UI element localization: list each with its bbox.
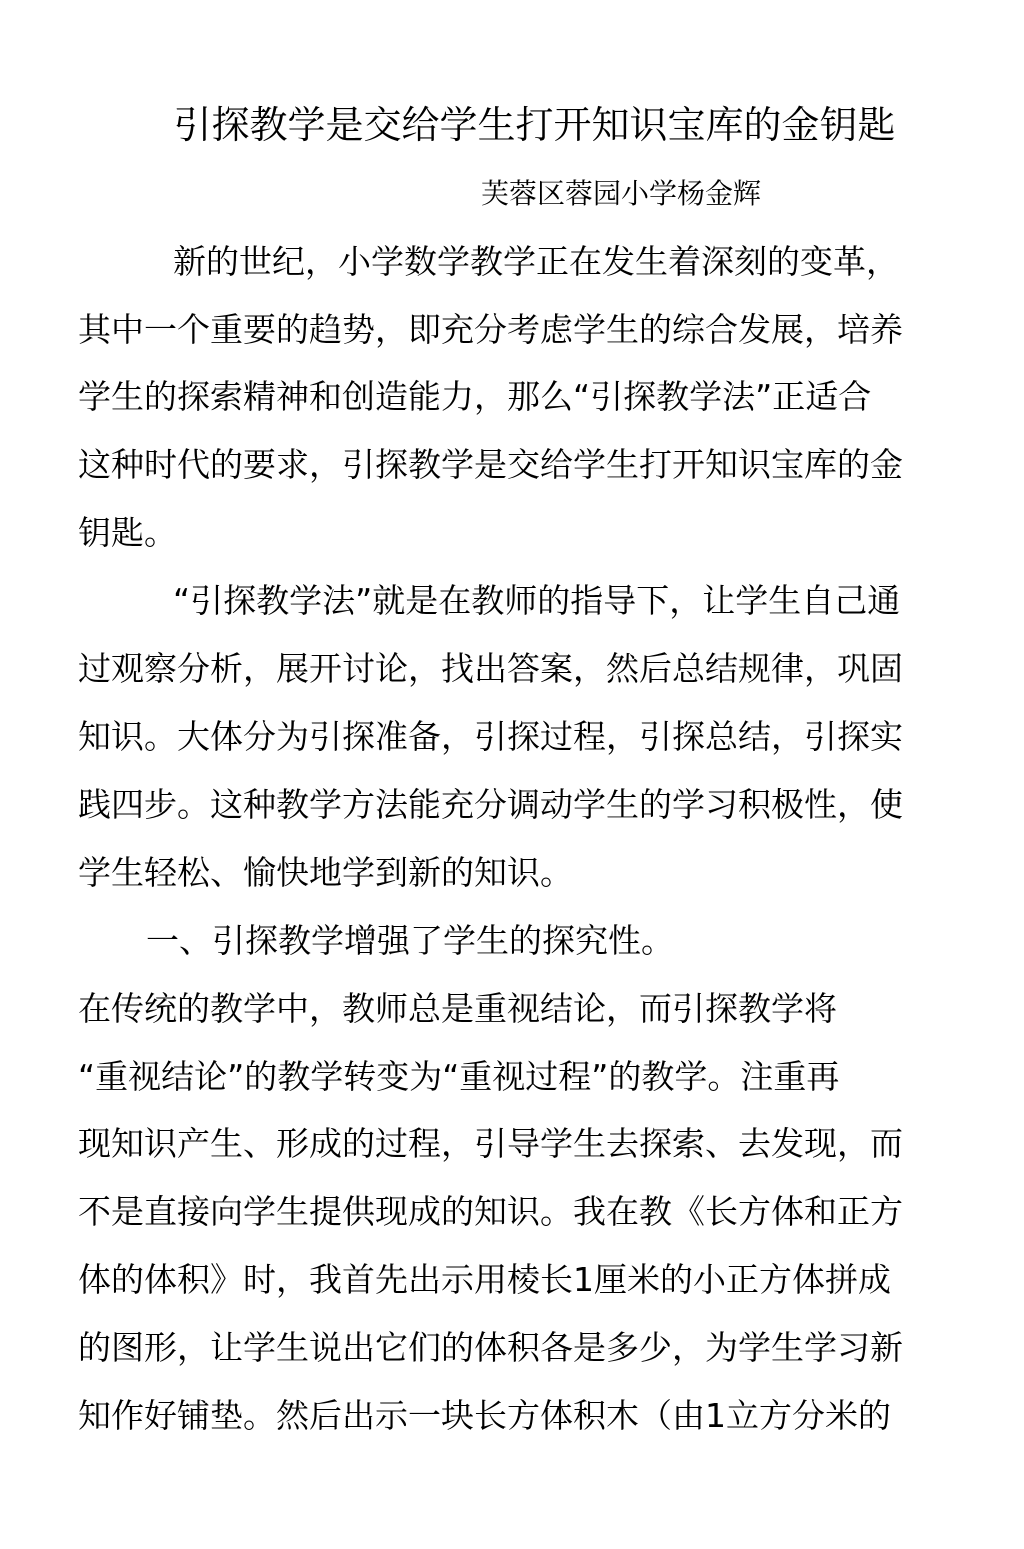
paragraph-line: 的图形，让学生说出它们的体积各是多少，为学生学习新 (78, 1328, 903, 1367)
paragraph-line: 其中一个重要的趋势，即充分考虑学生的综合发展，培养 (78, 310, 903, 349)
document-title: 引探教学是交给学生打开知识宝库的金钥匙 (173, 103, 896, 147)
paragraph-line: 这种时代的要求，引探教学是交给学生打开知识宝库的金 (78, 445, 903, 484)
author-line: 芙蓉区蓉园小学杨金辉 (481, 177, 762, 210)
paragraph-line: 知识。大体分为引探准备，引探过程，引探总结，引探实 (78, 717, 903, 756)
paragraph-line: 不是直接向学生提供现成的知识。我在教《长方体和正方 (78, 1192, 903, 1231)
paragraph-line: 学生的探索精神和创造能力，那么“引探教学法”正适合 (78, 377, 872, 416)
section-heading: 一、引探教学增强了学生的探究性。 (146, 921, 674, 960)
paragraph-line: 践四步。这种教学方法能充分调动学生的学习积极性，使 (78, 785, 903, 824)
paragraph-line: 体的体积》时，我首先出示用棱长1厘米的小正方体拼成 (78, 1260, 891, 1299)
paragraph-line: 钥匙。 (78, 513, 177, 552)
paragraph-line: 在传统的教学中，教师总是重视结论，而引探教学将 (78, 989, 837, 1028)
paragraph-line: 过观察分析，展开讨论，找出答案，然后总结规律，巩固 (78, 649, 903, 688)
paragraph-line: 知作好铺垫。然后出示一块长方体积木（由1立方分米的 (78, 1396, 891, 1435)
paragraph-line: 现知识产生、形成的过程，引导学生去探索、去发现，而 (78, 1124, 903, 1163)
paragraph-line: 新的世纪，小学数学教学正在发生着深刻的变革， (173, 242, 899, 281)
paragraph-line: “引探教学法”就是在教师的指导下，让学生自己通 (173, 581, 901, 620)
paragraph-line: 学生轻松、愉快地学到新的知识。 (78, 853, 573, 892)
paragraph-line: “重视结论”的教学转变为“重视过程”的教学。注重再 (78, 1057, 840, 1096)
